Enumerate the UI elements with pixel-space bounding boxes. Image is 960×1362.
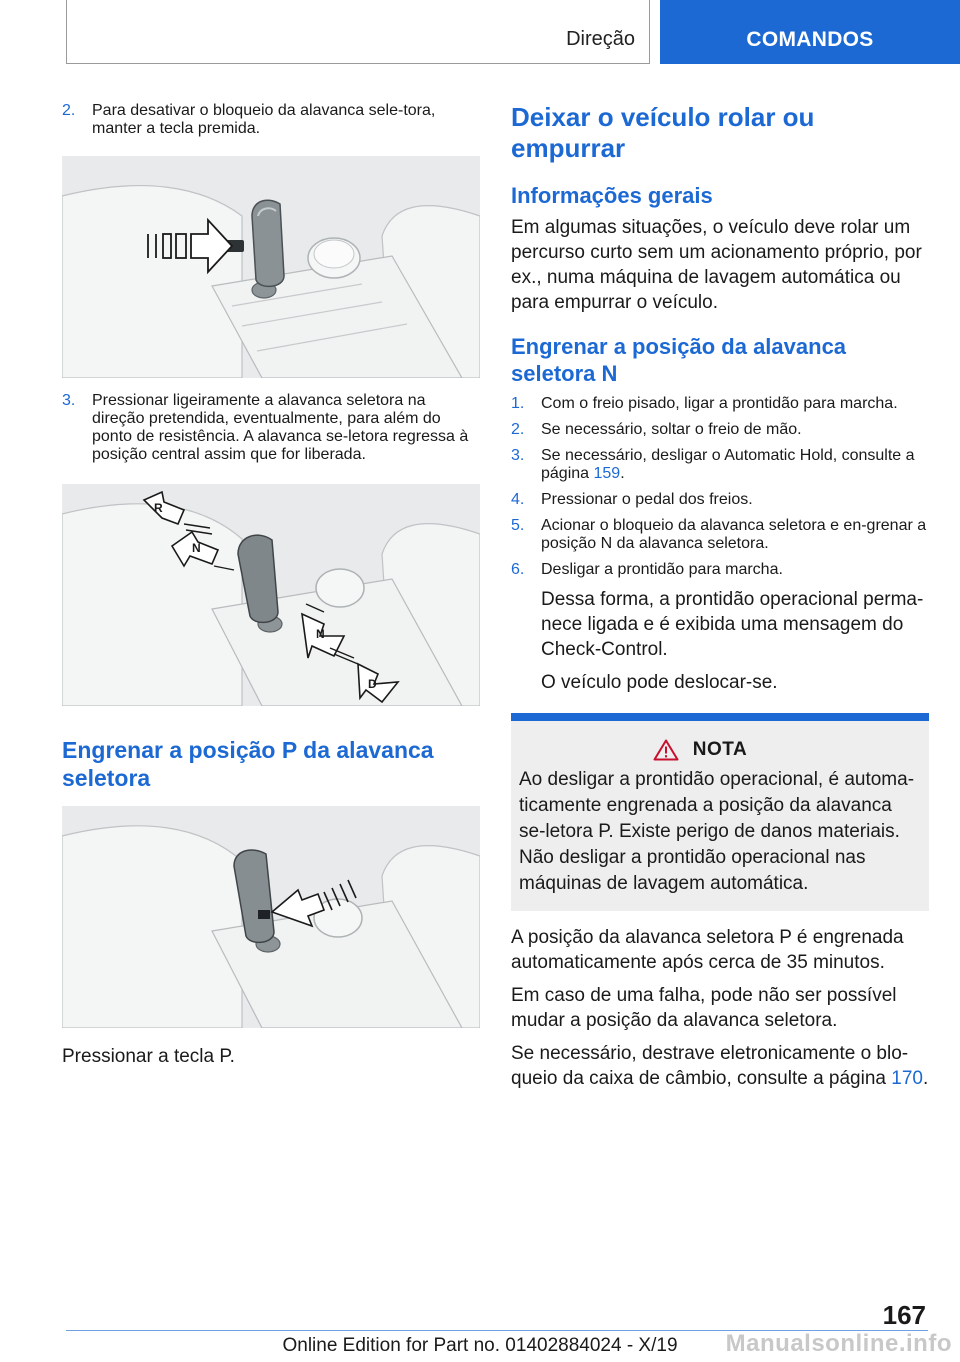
n-step-4 bbox=[511, 491, 929, 509]
step-6-result: Dessa forma, a prontidão operacional perma-nece ligada e é exibida uma mensagem do Check-Control. bbox=[541, 589, 924, 660]
step-3 bbox=[62, 392, 480, 464]
intro-paragraph: Em algumas situações, o veículo deve rolar um percurso curto sem um acionamento próprio, por ex., numa máquina de lavagem automática ou para empurrar o veículo. bbox=[511, 217, 922, 313]
p-button-illustration bbox=[62, 806, 480, 1028]
step-6-outcome: O veículo pode deslocar-se. bbox=[541, 672, 778, 693]
step-number: 4. bbox=[511, 491, 525, 508]
position-r-label: R bbox=[154, 501, 163, 515]
step-text: Acionar o bloqueio da alavanca seletora e en-grenar a posição N da alavanca seletora. bbox=[541, 517, 927, 552]
step-number: 3. bbox=[511, 447, 525, 464]
step-text bbox=[541, 447, 929, 483]
page-link-159[interactable]: 159 bbox=[593, 465, 621, 482]
step-number: 5. bbox=[511, 517, 525, 534]
paragraph-unlock bbox=[511, 1041, 929, 1091]
paragraph-failure: Em caso de uma falha, pode não ser possível mudar a posição da alavanca seletora. bbox=[511, 985, 897, 1031]
n-step-5 bbox=[511, 517, 929, 553]
n-step-1 bbox=[511, 395, 929, 413]
page-number: 167 bbox=[882, 1300, 926, 1330]
subheading-general-info: Informações gerais bbox=[511, 183, 713, 208]
footer-edition: Online Edition for Part no. 01402884024 - X/19 bbox=[282, 1335, 678, 1356]
step-text: Desligar a prontidão para marcha. bbox=[541, 561, 783, 578]
note-box bbox=[511, 713, 929, 911]
step-number: 2. bbox=[511, 421, 525, 438]
note-text: Ao desligar a prontidão operacional, é automa-ticamente engrenada a posição da alavanca se-letora P. Existe perigo de danos materiais. Não desligar a prontidão operacional nas máquinas de lavagem automática. bbox=[519, 769, 915, 894]
n-step-2 bbox=[511, 421, 929, 439]
position-n-top-label: N bbox=[192, 541, 201, 555]
warning-triangle-icon bbox=[653, 739, 679, 761]
step-text: Pressionar o pedal dos freios. bbox=[541, 491, 753, 508]
watermark-text: Manualsonline.info bbox=[725, 1330, 952, 1357]
header-chapter-label: COMANDOS bbox=[746, 28, 874, 51]
note-title: NOTA bbox=[692, 739, 748, 760]
paragraph-unlock-text: Se necessário, destrave eletronicamente o blo-queio da caixa de câmbio, consulte a página bbox=[511, 1043, 909, 1089]
section-heading-roll: Deixar o veículo rolar ou empurrar bbox=[511, 102, 815, 163]
header-section-title: Direção bbox=[566, 28, 635, 50]
subheading-engage-n: Engrenar a posição da alavanca seletora N bbox=[511, 334, 847, 386]
step-number: 1. bbox=[511, 395, 525, 412]
figure-unlock-button bbox=[62, 156, 480, 378]
step-2 bbox=[62, 102, 480, 138]
paragraph-auto-p: A posição da alavanca seletora P é engrenada automaticamente após cerca de 35 minutos. bbox=[511, 927, 904, 973]
gear-positions-illustration bbox=[62, 484, 480, 706]
position-d-label: D bbox=[368, 677, 377, 691]
figure-press-p-button bbox=[62, 806, 480, 1028]
step-text-end: . bbox=[620, 465, 625, 482]
step-text-body: Se necessário, desligar o Automatic Hold, consulte a página bbox=[541, 447, 915, 482]
step-number: 6. bbox=[511, 561, 525, 578]
page-link-170[interactable]: 170 bbox=[891, 1068, 923, 1089]
gear-lever-illustration bbox=[62, 156, 480, 378]
note-header bbox=[519, 739, 921, 761]
header-section-box bbox=[66, 0, 650, 64]
figure-gear-positions bbox=[62, 484, 480, 706]
step-number: 2. bbox=[62, 102, 76, 119]
n-step-6 bbox=[511, 561, 929, 579]
step-text: Pressionar ligeiramente a alavanca seletora na direção pretendida, eventualmente, para além do ponto de resistência. A alavanca se-letora regressa à posição central assim que for liberada. bbox=[92, 392, 469, 463]
step-text: Com o freio pisado, ligar a prontidão para marcha. bbox=[541, 395, 898, 412]
step-text: Para desativar o bloqueio da alavanca sele-tora, manter a tecla premida. bbox=[92, 102, 436, 137]
left-column bbox=[62, 102, 480, 1069]
paragraph-unlock-end: . bbox=[922, 1068, 929, 1089]
step-number: 3. bbox=[62, 392, 76, 409]
caption-press-p: Pressionar a tecla P. bbox=[62, 1046, 235, 1067]
section-heading-p-position: Engrenar a posição P da alavanca seletora bbox=[62, 737, 434, 791]
right-column bbox=[511, 102, 929, 1091]
step-text: Se necessário, soltar o freio de mão. bbox=[541, 421, 802, 438]
position-n-bottom-label: N bbox=[316, 627, 325, 641]
header-chapter-tab bbox=[660, 0, 960, 64]
n-step-3 bbox=[511, 447, 929, 483]
